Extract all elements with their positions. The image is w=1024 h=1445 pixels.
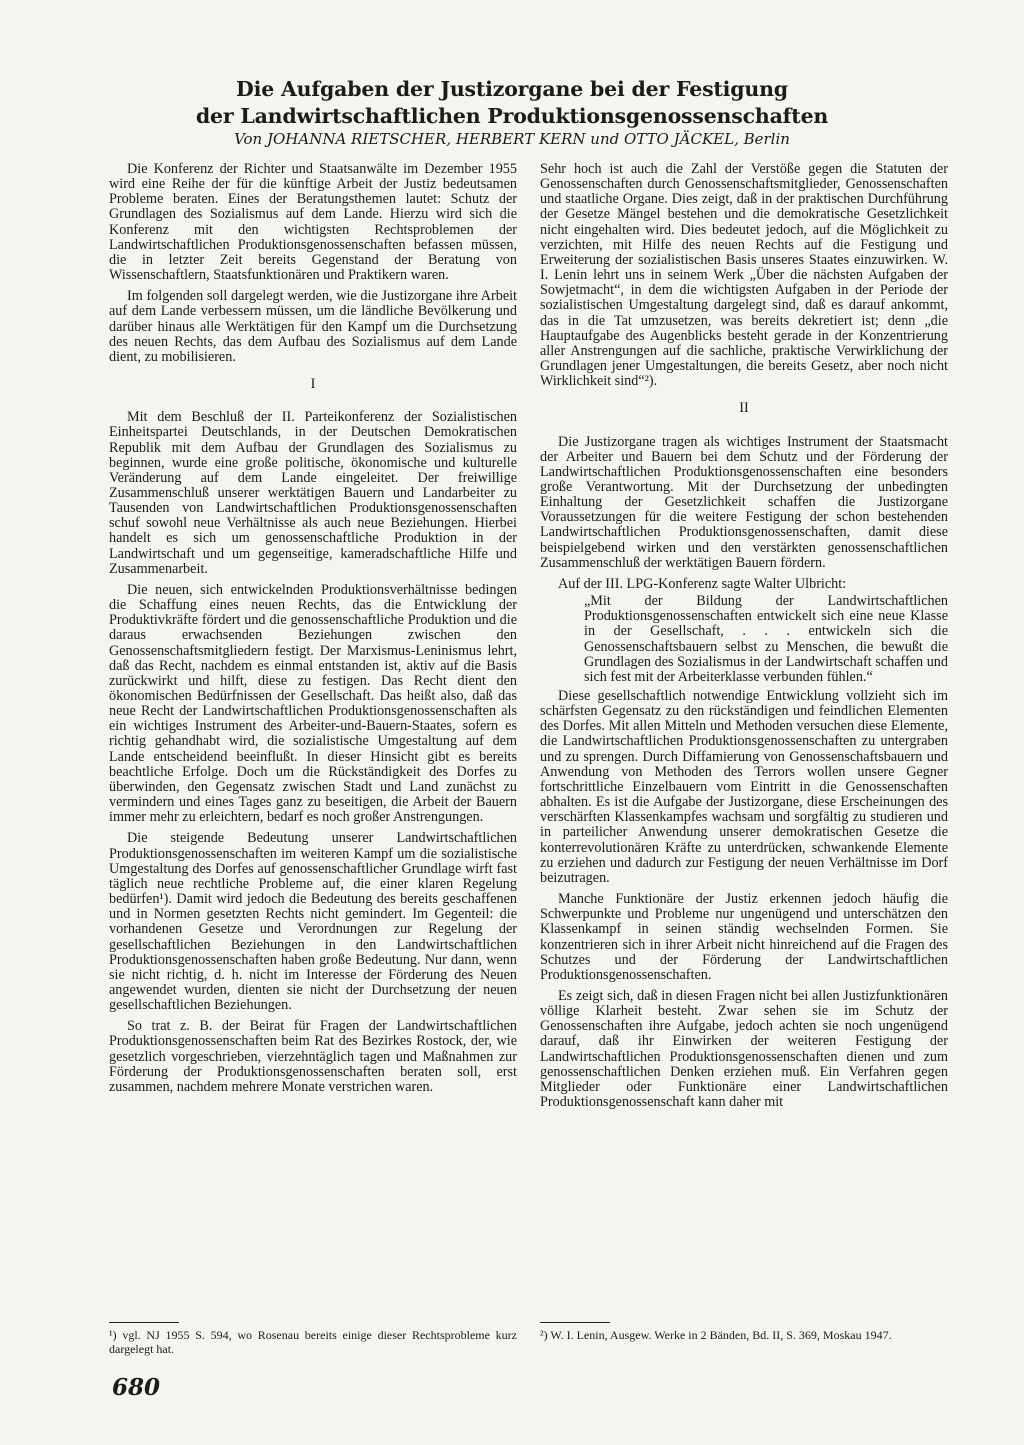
paragraph: Die steigende Bedeutung unserer Landwirtschaftlichen Produktionsgenossenschaften im weiteren Kampf um die sozialistische Umgestaltung des Dorfes auf genossenschaftlicher Grundlage wirft fast täglich neue rechtliche Probleme auf, die einer klaren Regelung bedürfen¹). Damit wird jedoch die Bedeutung des bereits geschaffenen und in Normen gesetzten Rechts nicht gemindert. Im Gegenteil: die vorhandenen Gesetze und Verordnungen zur Regelung der gesellschaftlichen Beziehungen in den Landwirtschaftlichen Produktionsgenossenschaften haben große Bedeutung. Nur dann, wenn sie nicht richtig, d. h. nicht im Interesse der Förderung des Neuen angewendet wurden, dienten sie nicht der Durchsetzung der neuen gesellschaftlichen Beziehungen. xyxy=(109,830,517,1014)
paragraph: Mit dem Beschluß der II. Parteikonferenz der Sozialistischen Einheitspartei Deutschlands, in der Deutschen Demokratischen Republik mit dem Aufbau der Grundlagen des Sozialismus zu beginnen, wurde eine große politische, ökonomische und kulturelle Veränderung auf dem Lande eingeleitet. Der freiwillige Zusammenschluß unserer werktätigen Bauern und Landarbeiter zu Tausenden von Landwirtschaftlichen Produktionsgenossenschaften schuf sowohl neue Verhältnisse als auch neue Beziehungen. Hierbei handelt es sich um genossenschaftliche Produktion in der Landwirtschaft und um gegenseitige, kameradschaftliche Hilfe und Zusammenarbeit. xyxy=(109,409,517,577)
left-column xyxy=(109,162,517,1101)
title-line-1: Die Aufgaben der Justizorgane bei der Festigung xyxy=(236,77,788,101)
paragraph: Im folgenden soll dargelegt werden, wie die Justizorgane ihre Arbeit auf dem Lande verbessern müssen, um die ländliche Bevölkerung und darüber hinaus alle Werktätigen für den Kampf um die Durchsetzung des neuen Rechts, das dem Aufbau des Sozialismus auf dem Lande dient, zu mobilisieren. xyxy=(109,288,517,365)
paragraph: Die Justizorgane tragen als wichtiges Instrument der Staatsmacht der Arbeiter und Bauern bei dem Schutz und der Förderung der Landwirtschaftlichen Produktionsgenossenschaften eine besonders große Verantwortung. Mit der Durchsetzung der unbedingten Einhaltung der Gesetzlichkeit schaffen die Justizorgane Voraussetzungen für die weitere Festigung der schon bestehenden Landwirtschaftlichen Produktionsgenossenschaften, damit diese beispielgebend wirken und den verstärkten genossenschaftlichen Zusammenschluß der werktätigen Bauern fördern. xyxy=(540,433,948,571)
footnote-left: ¹) vgl. NJ 1955 S. 594, wo Rosenau bereits einige dieser Rechtsprobleme kurz dargelegt hat. xyxy=(109,1328,517,1356)
section-heading: I xyxy=(310,376,316,393)
paragraph: Sehr hoch ist auch die Zahl der Verstöße gegen die Statuten der Genossenschaften durch Genossenschaftsmitglieder, Genossenschaften und staatliche Organe. Dies zeigt, daß in der praktischen Durchführung der Gesetze Mängel bestehen und die demokratische Gesetzlichkeit nicht eingehalten wird. Dies bedeutet jedoch, auf die Möglichkeit zu verzichten, mit Hilfe des neuen Rechts auf die Festigung und Erweiterung der sozialistischen Basis unseres Staates einzuwirken. W. I. Lenin lehrt uns in seinem Werk „Über die nächsten Aufgaben der Sowjetmacht“, in dem die wichtigsten Aufgaben in der Periode der sozialistischen Umgestaltung dargelegt sind, daß es darauf ankommt, das in die Tat umzusetzen, was bereits dekretiert ist; denn „die Hauptaufgabe des Augenblicks besteht gerade in der Konzentrierung aller Anstrengungen auf die sachliche, praktische Verwirklichung der Grundlagen jener Umgestaltungen, die bereits Gesetz, aber noch nicht Wirklichkeit sind“²). xyxy=(540,161,948,390)
footnote-rule-left xyxy=(109,1322,179,1323)
right-column xyxy=(540,162,948,1116)
paragraph: Es zeigt sich, daß in diesen Fragen nicht bei allen Justizfunktionären völlige Klarheit besteht. Zwar sehen sie im Schutz der Genossenschaften ihre Aufgabe, jedoch achten sie noch ungenügend darauf, daß ihr Einwirken der weiteren Festigung der Landwirtschaftlichen Produktionsgenossenschaften dienen und zum genossenschaftlichen Denken erziehen muß. Ein Verfahren gegen Mitglieder oder Funktionäre einer Landwirtschaftlichen Produktionsgenossenschaft kann daher mit xyxy=(540,987,948,1111)
paragraph: Die neuen, sich entwickelnden Produktionsverhältnisse bedingen die Schaffung eines neuen Rechts, das die Entwicklung der Produktivkräfte fördert und die genossenschaftliche Produktion und die daraus erwachsenden Beziehungen zwischen den Genossenschaftsmitgliedern festigt. Der Marxismus-Leninismus lehrt, daß das Recht, nachdem es einmal entstanden ist, aktiv auf die Basis zurückwirkt und hilft, diese zu festigen. Das Recht dient den ökonomischen Bedürfnissen der Gesellschaft. Das heißt also, daß das neue Recht der Landwirtschaftlichen Produktionsgenossenschaften als ein wichtiges Instrument des Arbeiter-und-Bauern-Staates, sofern es richtig gehandhabt wird, die sozialistische Umgestaltung auf dem Lande entscheidend beeinflußt. In dieser Hinsicht gibt es bereits beachtliche Erfolge. Doch um die Rückständigkeit des Dorfes zu überwinden, den Gegensatz zwischen Stadt und Land zunächst zu vermindern und eines Tages ganz zu beseitigen, die Arbeit der Bauern immer mehr zu erleichtern, bedarf es noch großer Anstrengungen. xyxy=(109,581,517,826)
paragraph: Auf der III. LPG-Konferenz sagte Walter Ulbricht: xyxy=(558,575,847,592)
paragraph: Manche Funktionäre der Justiz erkennen jedoch häufig die Schwerpunkte und Probleme nur ungenügend und unterschätzen den Klassenkampf in seinen ständig wechselnden Formen. Sie konzentrieren sich in ihrer Arbeit nicht hinreichend auf die Fragen des Schutzes und der Förderung der Landwirtschaftlichen Produktionsgenossenschaften. xyxy=(540,891,948,983)
section-heading: II xyxy=(739,400,749,417)
article-byline: Von JOHANNA RIETSCHER, HERBERT KERN und OTTO JÄCKEL, Berlin xyxy=(234,130,790,148)
footnote-right: ²) W. I. Lenin, Ausgew. Werke in 2 Bänden, Bd. II, S. 369, Moskau 1947. xyxy=(540,1328,892,1342)
title-line-2: der Landwirtschaftlichen Produktionsgenossenschaften xyxy=(195,104,829,128)
article-title xyxy=(150,76,874,130)
paragraph: So trat z. B. der Beirat für Fragen der Landwirtschaftlichen Produktionsgenossenschaften beim Rat des Bezirkes Rostock, der, wie gesetzlich vorgeschrieben, vierzehntäglich tagen und Maßnahmen zur Förderung der Produktionsgenossenschaften beraten soll, erst zusammen, nachdem mehrere Monate verstrichen waren. xyxy=(109,1018,517,1095)
page-number: 680 xyxy=(112,1374,161,1401)
footnote-rule-right xyxy=(540,1322,610,1323)
block-quote: „Mit der Bildung der Landwirtschaftlichen Produktionsgenossenschaften entwickelt sich eine neue Klasse in der Gesellschaft, . . . entwickeln sich die Genossenschaftsbauern selbst zu Menschen, die bewußt die Grundlagen des Sozialismus in der Landwirtschaft schaffen und sich fest mit der Arbeiterklasse verbunden fühlen.“ xyxy=(584,593,948,685)
paragraph: Die Konferenz der Richter und Staatsanwälte im Dezember 1955 wird eine Reihe der für die künftige Arbeit der Justiz bedeutsamen Probleme beraten. Eines der Beratungsthemen lautet: Schutz der Grundlagen des Sozialismus auf dem Lande. Hierzu wird sich die Konferenz mit den wichtigsten Rechtsproblemen der Landwirtschaftlichen Produktionsgenossenschaften befassen müssen, die in letzter Zeit bereits Gegenstand der Beratung von Wissenschaftlern, Staatsfunktionären und Praktikern waren. xyxy=(109,161,517,284)
paragraph: Diese gesellschaftlich notwendige Entwicklung vollzieht sich im schärfsten Gegensatz zu den rückständigen und feindlichen Elementen des Dorfes. Mit allen Mitteln und Methoden versuchen diese Elemente, die Landwirtschaftlichen Produktionsgenossenschaften zu untergraben und zu sprengen. Durch Diffamierung von Genossenschaftsbauern und Anwendung von Methoden des Terrors wollen unsere Gegner fortschrittliche Einzelbauern vom Eintritt in die Genossenschaften abhalten. Es ist die Aufgabe der Justizorgane, diese Erscheinungen des verschärften Klassenkampfes wachsam und sorgfältig zu studieren und in parteilicher Anwendung unserer demokratischen Gesetze die konterrevolutionären Kräfte zu unterdrücken, schwankende Elemente zu erziehen und dadurch zur Festigung der neuen Verhältnisse im Dorf beizutragen. xyxy=(540,688,948,886)
